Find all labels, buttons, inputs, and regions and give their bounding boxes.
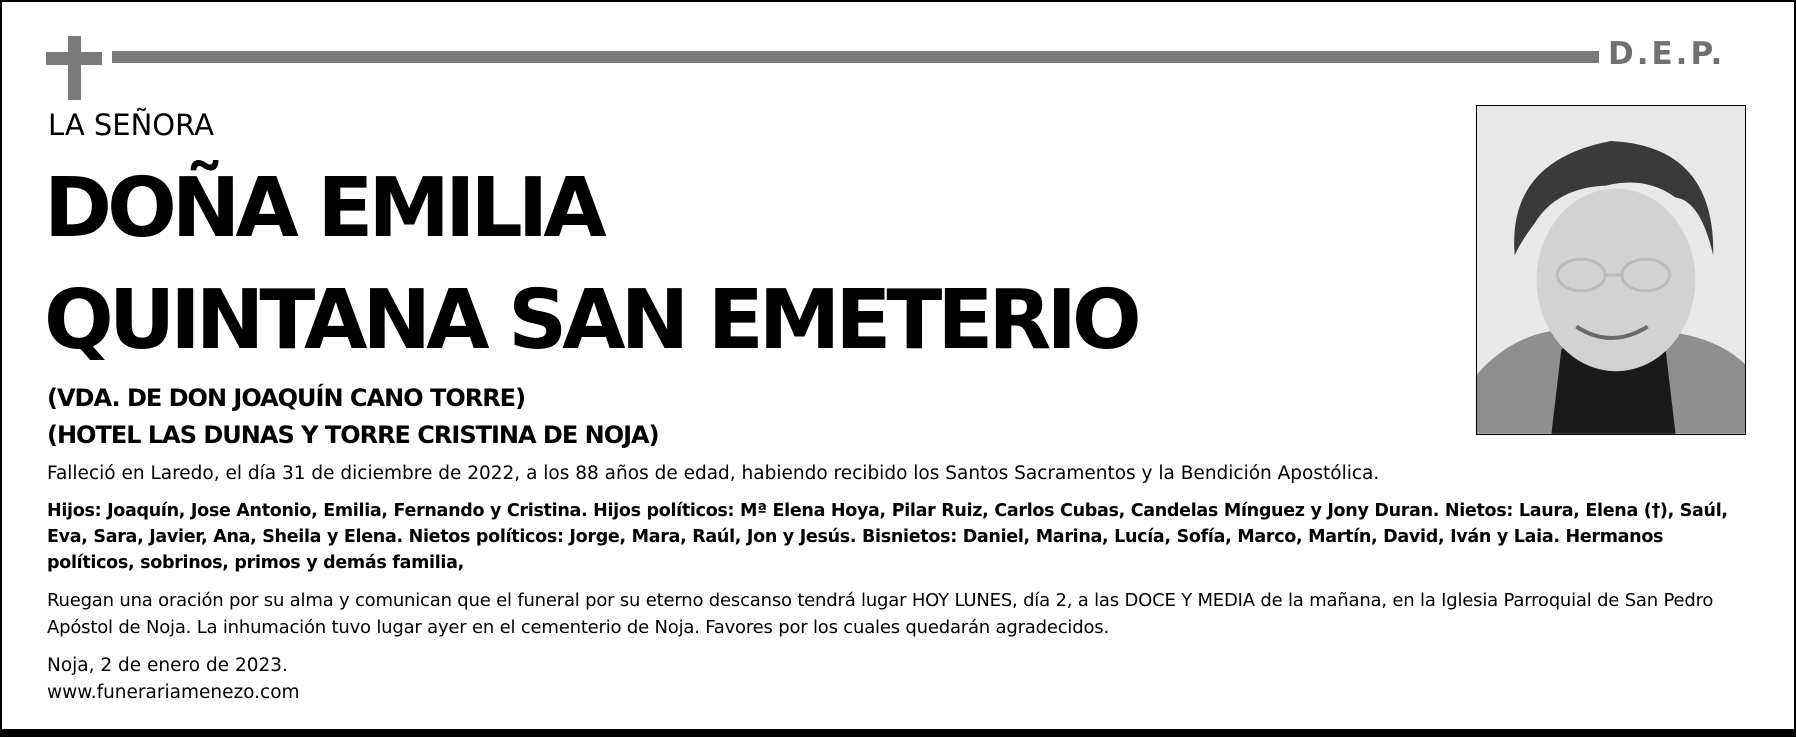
place-date: Noja, 2 de enero de 2023. xyxy=(47,655,288,676)
funeral-home-website: www.funerariamenezo.com xyxy=(47,682,300,703)
business-note: (HOTEL LAS DUNAS Y TORRE CRISTINA DE NOJA) xyxy=(47,421,659,449)
deceased-name-line1: DOÑA EMILIA xyxy=(44,161,602,256)
title-label: LA SEÑORA xyxy=(48,108,214,142)
family-list: Hijos: Joaquín, Jose Antonio, Emilia, Fernando y Cristina. Hijos políticos: Mª Elena Hoya, Pilar Ruiz, Carlos Cubas, Candelas Mínguez y Jony Duran. Nietos: Laura, Elena (†), Saúl, Eva, Sara, Javier, Ana, Sheila y Elena. Nietos políticos: Jorge, Mara, Raúl, Jon y Jesús. Bisnietos: Daniel, Marina, Lucía, Sofía, Marco, Martín, David, Iván y Laia. Hermanos políticos, sobrinos, primos y demás familia, xyxy=(47,501,1728,573)
death-notice: Falleció en Laredo, el día 31 de diciembre de 2022, a los 88 años de edad, habiendo recibido los Santos Sacramentos y la Bendición Apostólica. xyxy=(47,463,1380,484)
dep-label: D.E.P. xyxy=(1608,36,1726,72)
deceased-photo xyxy=(1476,105,1746,435)
widow-note: (VDA. DE DON JOAQUÍN CANO TORRE) xyxy=(47,384,526,412)
deceased-name-line2: QUINTANA SAN EMETERIO xyxy=(44,273,1137,368)
funeral-notice: Ruegan una oración por su alma y comunican que el funeral por su eterno descanso tendrá lugar HOY LUNES, día 2, a las DOCE Y MEDIA de la mañana, en la Iglesia Parroquial de San Pedro Apóstol de Noja. La inhumación tuvo lugar ayer en el cementerio de Noja. Favores por los cuales quedarán agradecidos. xyxy=(47,590,1714,638)
cross-icon xyxy=(46,36,102,100)
header-rule xyxy=(112,51,1599,63)
